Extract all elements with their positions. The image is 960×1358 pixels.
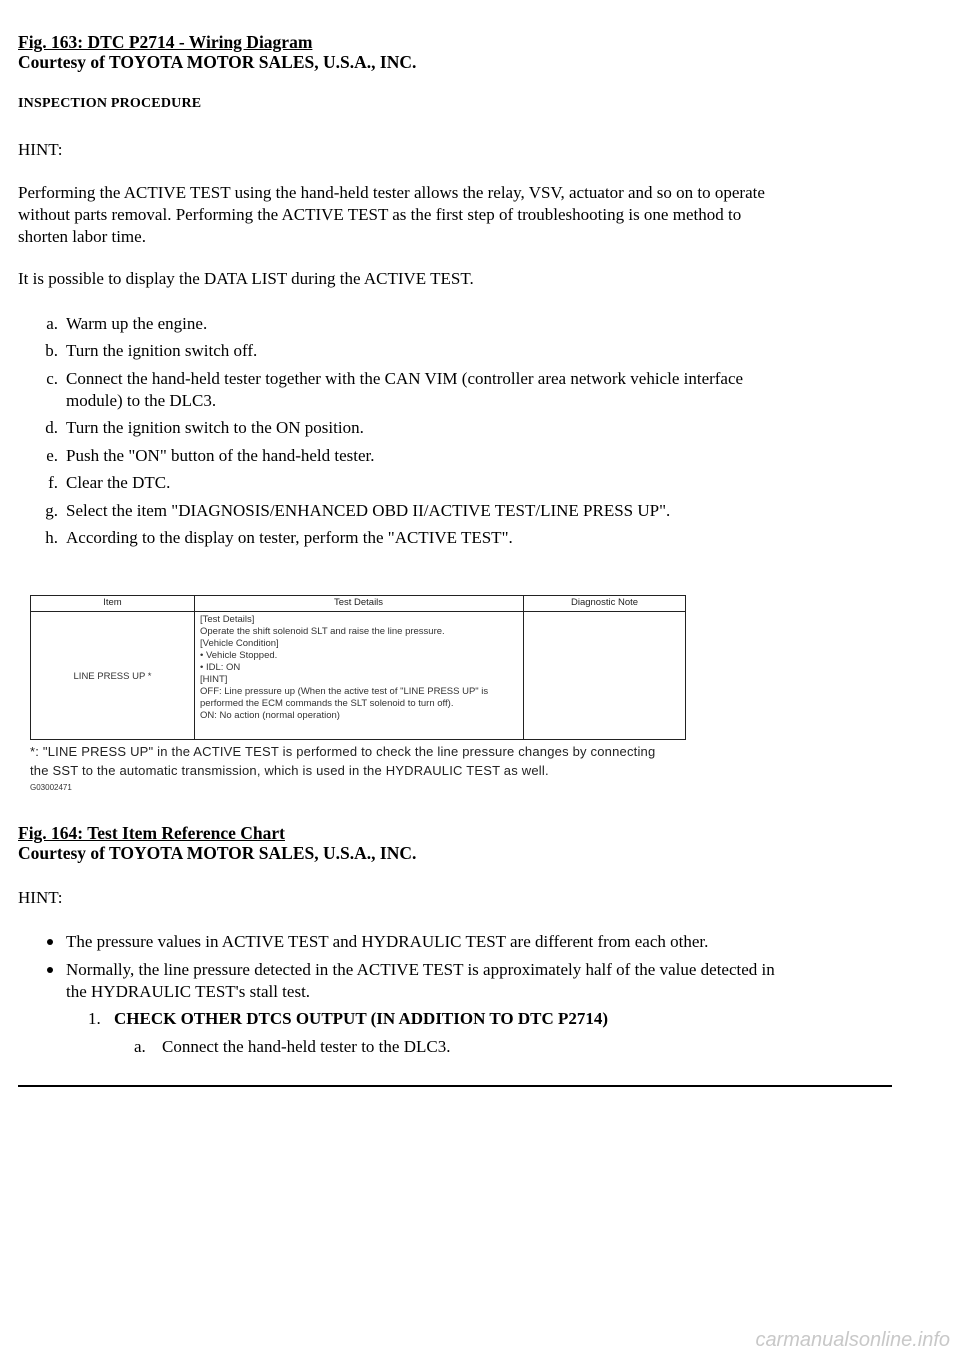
list-marker: e. (46, 446, 58, 465)
table-header-row (31, 596, 685, 612)
list-marker: b. (45, 341, 58, 360)
list-item (28, 445, 908, 467)
bullet-icon (47, 939, 53, 945)
list-marker: f. (48, 473, 58, 492)
list-marker: d. (45, 418, 58, 437)
list-item (28, 313, 908, 335)
data-list-paragraph: It is possible to display the DATA LIST during the ACTIVE TEST. (18, 269, 474, 288)
hint-paragraph-line3: shorten labor time. (18, 227, 146, 246)
list-item (28, 500, 908, 522)
check-substep-text: Connect the hand-held tester to the DLC3. (162, 1037, 451, 1056)
table-cell-details-line: • IDL: ON (200, 662, 241, 673)
table-cell-details-line: performed the ECM commands the SLT solenoid to turn off). (200, 698, 454, 709)
table-cell-details-line: ON: No action (normal operation) (200, 710, 340, 721)
table-cell-details-line: [Test Details] (200, 614, 255, 625)
horizontal-rule (18, 1085, 892, 1087)
hint-paragraph-line1: Performing the ACTIVE TEST using the hand-held tester allows the relay, VSV, actuator and so on to operate (18, 183, 765, 202)
table-cell-item: LINE PRESS UP * (73, 671, 152, 682)
bullet-text: Normally, the line pressure detected in the ACTIVE TEST is approximately half of the value detected in (66, 960, 775, 979)
table-cell-details-line: OFF: Line pressure up (When the active test of "LINE PRESS UP" is (200, 686, 489, 697)
list-item (28, 417, 908, 439)
table-cell-details-line: [HINT] (200, 674, 228, 685)
figure-footnote-line1: *: "LINE PRESS UP" in the ACTIVE TEST is performed to check the line pressure changes by connecting (30, 744, 656, 759)
figure-164-courtesy: Courtesy of TOYOTA MOTOR SALES, U.S.A., INC. (18, 843, 417, 863)
list-marker: h. (45, 528, 58, 547)
list-text: According to the display on tester, perform the "ACTIVE TEST". (66, 528, 513, 547)
header-test-details: Test Details (333, 597, 384, 608)
list-text: Turn the ignition switch off. (66, 341, 258, 360)
list-item (28, 368, 908, 412)
check-step-marker: 1. (88, 1009, 101, 1028)
watermark[interactable]: carmanualsonline.info (755, 1329, 950, 1351)
list-item (28, 472, 908, 494)
table-cell-details-line: [Vehicle Condition] (200, 638, 279, 649)
table-cell-details-line: • Vehicle Stopped. (200, 650, 278, 661)
figure-code: G03002471 (30, 783, 72, 792)
list-item (28, 527, 908, 549)
header-diagnostic-note: Diagnostic Note (570, 597, 639, 608)
list-text-continued: module) to the DLC3. (66, 391, 217, 410)
check-substep-marker: a. (134, 1037, 146, 1056)
table-cell-details-line: Operate the shift solenoid SLT and raise the line pressure. (200, 626, 445, 637)
hint-paragraph-line2: without parts removal. Performing the ACTIVE TEST as the first step of troubleshooting is one method to (18, 205, 742, 224)
bullet-icon (47, 967, 53, 973)
hint-label: HINT: (18, 888, 63, 907)
figure-footnote-line2: the SST to the automatic transmission, which is used in the HYDRAULIC TEST as well. (30, 763, 549, 778)
column-divider (523, 596, 524, 739)
bullet-text-continued: the HYDRAULIC TEST's stall test. (66, 982, 311, 1001)
figure-163-title[interactable]: Fig. 163: DTC P2714 - Wiring Diagram (18, 32, 313, 52)
list-text: Connect the hand-held tester together with the CAN VIM (controller area network vehicle interface (66, 369, 744, 388)
hint-label: HINT: (18, 140, 63, 159)
list-marker: g. (45, 501, 58, 520)
list-text: Select the item "DIAGNOSIS/ENHANCED OBD II/ACTIVE TEST/LINE PRESS UP". (66, 501, 671, 520)
header-item: Item (103, 597, 122, 608)
list-text: Clear the DTC. (66, 473, 171, 492)
check-step-title: CHECK OTHER DTCS OUTPUT (IN ADDITION TO DTC P2714) (114, 1009, 609, 1028)
section-heading: INSPECTION PROCEDURE (18, 96, 202, 111)
list-text: Turn the ignition switch to the ON position. (66, 418, 364, 437)
figure-163-courtesy: Courtesy of TOYOTA MOTOR SALES, U.S.A., INC. (18, 52, 417, 72)
column-divider (194, 596, 195, 739)
bullet-text: The pressure values in ACTIVE TEST and HYDRAULIC TEST are different from each other. (66, 932, 709, 951)
list-item (28, 340, 908, 362)
list-marker: c. (46, 369, 58, 388)
list-text: Warm up the engine. (66, 314, 208, 333)
test-item-reference-table (30, 595, 686, 740)
figure-164-title[interactable]: Fig. 164: Test Item Reference Chart (18, 823, 285, 843)
list-marker: a. (46, 314, 58, 333)
list-text: Push the "ON" button of the hand-held tester. (66, 446, 375, 465)
